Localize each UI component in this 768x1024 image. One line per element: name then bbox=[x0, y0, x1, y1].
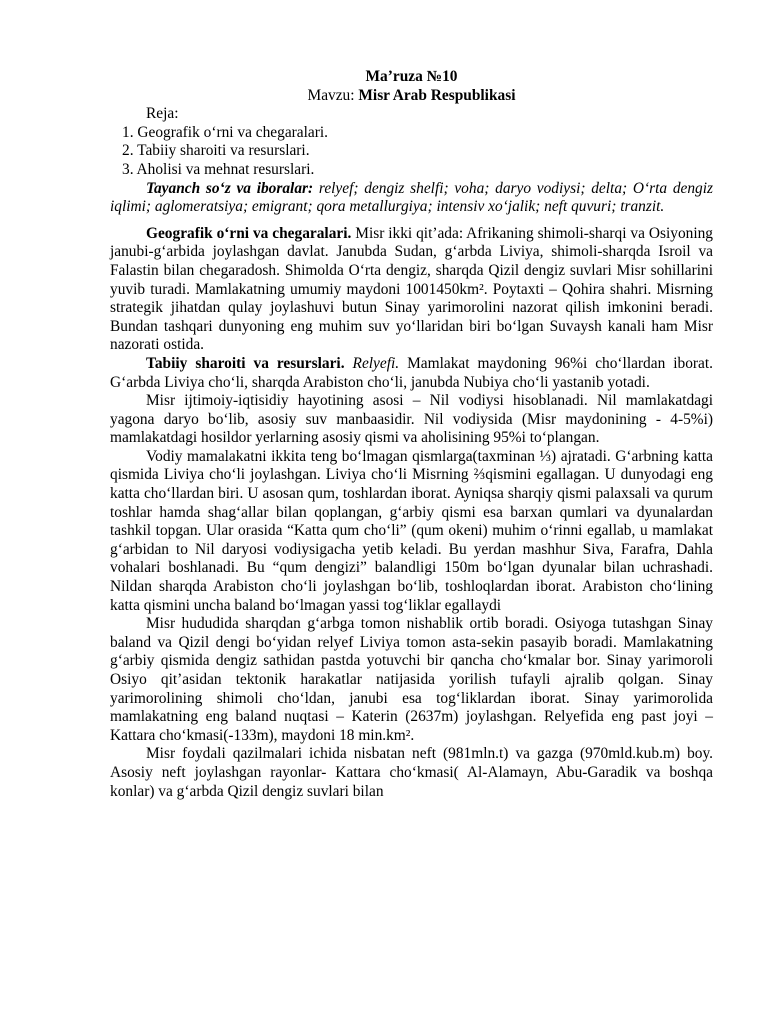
plan-list bbox=[110, 124, 713, 180]
subject-label: Mavzu: bbox=[307, 86, 359, 104]
keywords-text: relyef; dengiz shelfi; voha; daryo vodiysi; delta; O‘rta dengiz iqlimi; aglomeratsiya; emigrant; qora metallurgiya; intensiv xo‘jalik; neft quvuri; tranzit. bbox=[110, 179, 714, 216]
lecture-title: Ma’ruza №10 bbox=[365, 68, 458, 85]
plan-item: 3. Aholisi va mehnat resurslari. bbox=[122, 160, 315, 178]
text-nature: Mamlakat maydoning 96%i cho‘llardan iborat. G‘arbda Liviya cho‘li, sharqda Arabiston cho‘li, janubda Nubiya cho‘li yastanib yotadi. bbox=[110, 354, 714, 391]
paragraph-minerals: Misr foydali qazilmalari ichida nisbatan neft (981mln.t) va gazga (970mld.kub.m) boy. Asosiy neft joylashgan rayonlar- Kattara cho‘kmasi( Al-Alamayn, Abu-Garadik va boshqa konlar) va g‘arbda Qizil dengiz suvlari bilan bbox=[110, 745, 713, 800]
heading-nature: Tabiiy sharoiti va resurslari. bbox=[146, 354, 345, 372]
document-page bbox=[110, 68, 713, 801]
keywords-label: Tayanch so‘z va iboralar: bbox=[146, 179, 314, 197]
paragraph-relief: Misr hududida sharqdan g‘arbga tomon nishablik ortib boradi. Osiyoga tutashgan Sinay baland va Qizil dengi bo‘yidan relyef Liviya tomon asta-sekin pasayib boradi. Mamlakatning g‘arbiy qismida dengiz sathidan pastda yotuvchi bir qancha cho‘kmalar bor. Sinay yarimoroli Osiyo qit’asidan tektonik harakatlar natijasida yorilish tufayli ajralib qolgan. Sinay yarimorolining shimoli cho‘ldan, janubi esa tog‘liklardan iborat. Sinay yarimorolida mamlakatning eng baland nuqtasi – Katerin (2637m) joylashgan. Relyefida eng past joyi – Kattara cho‘kmasi(-133m), maydoni 18 min.km². bbox=[110, 615, 713, 744]
paragraph-nile: Misr ijtimoiy-iqtisidiy hayotining asosi – Nil vodiysi hisoblanadi. Nil mamlakatdagi yagona daryo bo‘lib, asosiy suv manbaasidir. Nil vodiysida (Misr maydonining - 4-5%i) mamlakatdagi hosildor yerlarning asosiy qismi va aholisining 95%i to‘plangan. bbox=[110, 392, 713, 447]
plan-item: 1. Geografik o‘rni va chegaralari. bbox=[122, 123, 328, 141]
paragraph-geo bbox=[110, 225, 713, 355]
paragraph-valley: Vodiy mamalakatni ikkita teng bo‘lmagan qismlarga(taxminan ⅓) ajratadi. G‘arbning katta qismida Liviya cho‘li joylashgan. Liviya cho‘li Misrning ⅔qismini egallagan. U dunyodagi eng katta cho‘llardan biri. U asosan qum, toshlardan iborat. Ayniqsa sharqiy qismi palaxsali va qurum toshlar hamda shag‘allar bilan qoplangan, g‘arbiy qismi esa barxan qumlari va dyunalardan tashkil topgan. Ular orasida “Katta qum cho‘li” (qum okeni) muhim o‘rinni egallab, u mamlakat g‘arbidan to Nil daryosi vodiysigacha yetib keladi. Bu yerdan mashhur Siva, Farafra, Dahla vohalari boshlanadi. Bu “qum dengizi” balandligi 150m bo‘lgan dyunalar bilan uchrashadi. Nildan sharqda Arabiston cho‘li joylashgan bo‘lib, toshloqlardan iborat. Arabiston cho‘lining katta qismini uncha baland bo‘lmagan yassi tog‘liklar egallaydi bbox=[110, 447, 713, 614]
keywords-paragraph bbox=[110, 180, 713, 217]
heading-geo: Geografik o‘rni va chegaralari. bbox=[146, 224, 352, 242]
plan-item: 2. Tabiiy sharoiti va resurslari. bbox=[122, 142, 310, 160]
lecture-subject bbox=[110, 87, 713, 106]
subheading-relief: Relyefi. bbox=[344, 354, 400, 372]
spacer bbox=[110, 217, 713, 225]
paragraph-nature bbox=[110, 355, 713, 392]
subject-name: Misr Arab Respublikasi bbox=[358, 86, 516, 104]
text-geo: Misr ikki qit’ada: Afrikaning shimoli-sharqi va Osiyoning janubi-g‘arbida joylashgan davlat. Janubda Sudan, g‘arbda Liviya, shimoli-sharqda Isroil va Falastin bilan chegaradosh. Shimolda O‘rta dengiz, sharqda Qizil dengiz suvlari Misr sohillarini yuvib turadi. Mamlakatning umumiy maydoni 1001450km². Poytaxti – Qohira shahri. Misrning strategik jihatdan qulay joylashuvi butun Sinay yarimorolini nazorat qilish imkonini beradi. Bundan tashqari dunyoning eng muhim suv yo‘llaridan biri bo‘lgan Suvaysh kanali ham Misr nazorati ostida. bbox=[110, 224, 713, 354]
plan-label: Reja: bbox=[146, 105, 179, 123]
